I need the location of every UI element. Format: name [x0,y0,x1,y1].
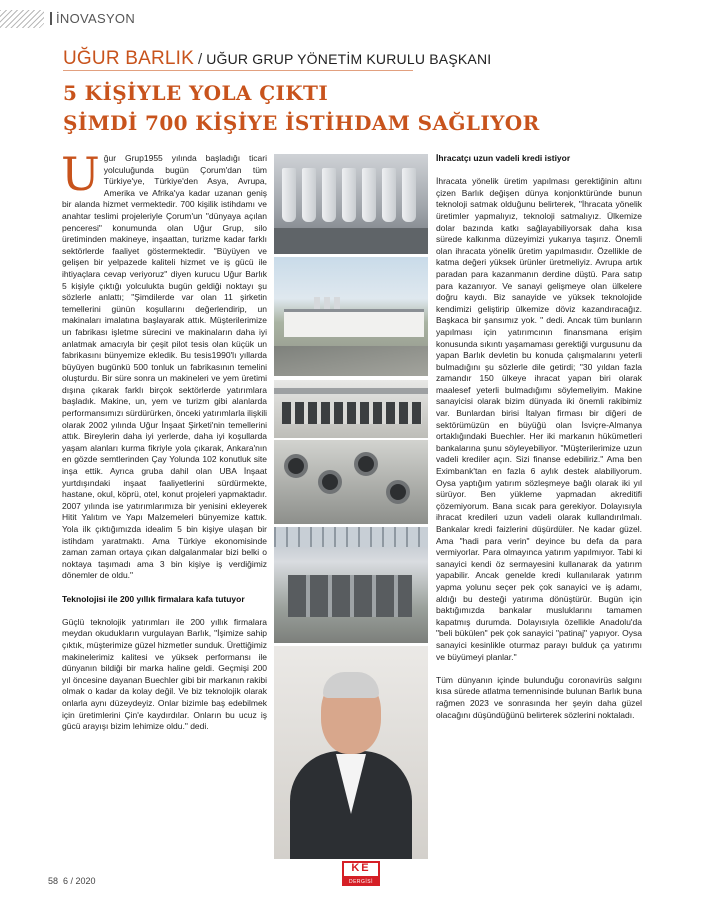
byline-rule [63,70,413,71]
section-label: İNOVASYON [56,11,136,26]
headline-line-2: ŞİMDİ 700 KİŞİYE İSTİHDAM SAĞLIYOR [63,111,540,135]
right-paragraph-1: İhracata yönelik üretim yapılması gerektiğinin altını çizen Barlık değişen dünya konjonktüründe bunun teknoloji satmak olduğunu belirterek, "İhracata yönelik üretimler yapmalıyız, teknoloji satmalıyız. Ülkemize dolar bazında katkı sağlayabiliyorsak daha kısa sürede kalkınma düzeyimizi yukarıya taşırız. Önemli olan ihracata yönelik üretim yapılmasıdır. Özellikle de katma değeri yüksek ürünler üretmeliyiz. Avrupa artık paradan para kazanmanın derdine düştü. Para satıp para kazanıyor. Ve sanayi gelişmeye olan ülkelere doğru kaydı. Biz sanayide ve yüksek teknolojide kendimizi geliştirip ülkemize döviz kazandıracağız. Başkaca bir şansımız yok. " dedi. Ancak tüm bunların yapılması için yatırımcının finansmana erişim konusunda sıkıntı yaşamaması gerektiği vurgusunu da yapan Barlık devletin bu konuda çalışmalarını yeterli bulmadığını şu sözlerle dile getirdi; "30 yıldan fazla zamandır 150 ülkeye ihracat yapan biri olarak maalesef yeterli bulmadığımı söylemeliyim. Makine sanayicisi olarak bizim dünyada iki önemli rakibimiz var. Bunlardan birisi İtalyan firması bir diğeri de sektörümüzün en büyüğü olan İsviçre-Almanya ortaklığındaki Buechler. Her iki markanın hükümetleri bankalarına şunu söyleyebiliyor. "Müşterilerimize uzun vadeli krediler açın. Sizi finanse edebiliriz." Ama ben Eximbank'tan en fazla 6 aylık destek alabiliyorum. Oysa yaptığım yatırım sözleşmeye bağlı olarak iki yıl sürüyor. Ben yükleme yapmadan akreditifi çözemiyorum. Bana sıcak para gerekiyor. Dolayısıyla ihracat kredileri uzun vadeli olarak kullandırılmalı. Bankalar kredi faizlerini düşürdüler. Ne kadar güzel. Ama "hadi para verin" deyince bu defa da para vermiyorlar. Para olmayınca yatırım yapılmıyor. Tabi ki sanayici kendi öz sermayesini kullanarak da yatırım yapabilir. Ancak genelde kredi kullanılarak yatırım yapma yolunu seçer pek çok sanayici ve iş adamı, aldığı bu desteği yatırıma dönüştürür. Bugün için baktığımızda bankalar musluklarını tamamen kapatmış durumda. Dolayısıyla özellikle Anadolu'da "beli bükülen" pek çok sanayici "patinaj" yapıyor. Oysa sanayici kesinlikle oturmaz parayı bulduk ça yatırımı ve büyümeyi planlar.'' [436,176,642,662]
photo-workshop [274,380,428,438]
right-subheading: İhracatçı uzun vadeli kredi istiyor [436,153,571,163]
magazine-logo [342,861,380,885]
left-subheading: Teknolojisi ile 200 yıllık firmalara kafa tutuyor [62,593,245,604]
photo-rollers [274,440,428,524]
dropcap: U [61,147,100,201]
logo-letters: KE [351,862,371,874]
photo-portrait [274,646,428,859]
logo-subtitle: DERGİSİ [342,878,380,886]
left-paragraph-2: Güçlü teknolojik yatırımları ile 200 yıllık firmalara meydan okudukların vurgulayan Barlık, "İşimize sahip çıktık, müşterimize güzel hizmetler sunduk. Ürettiğimiz makinelerimiz kalitesi ve yüksek performansı ile dünyanın bildiği bir marka haline geldi. Geçmişi 200 yıl öncesine dayanan Buechler gibi bir markanın rakibi olmak o kadar da kolay değil. Ve biz teknolojik olarak onlarla aynı düzeydeyiz. Onlar bizimle baş edebilmek için üretimlerini Çin'e kaydırdılar. Onların bu ucuz iş gücü arayışı bizim lehimize oldu." dedi. [62,616,267,732]
photo-aerial-facility [274,257,428,376]
photo-production-hall [274,527,428,643]
right-column [436,153,642,733]
byline-name: UĞUR BARLIK [63,48,195,69]
headline [63,78,540,138]
section-tag [50,11,135,26]
issue-date: 6 / 2020 [63,876,96,886]
intro-text: ğur Grup1955 yılında başladığı ticari yolculuğunda bugün Çorum'dan tüm Türkiye'ye, Türkiye'den Asya, Avrupa, Amerika ve Afrika'ya kadar uzanan geniş bir alanda hizmet vermektedir. 700 kişilik istihdamı ve anahtar teslimi projeleriyle Çorum'un "dünyaya açılan penceresi" konumunda olan Uğur Grup, silo üretiminden makineye, inşaattan, turizme kadar farklı sektörlerde faaliyet göstermektedir. "Büyüyen ve gelişen bir yelpazede kaliteli hizmet ve iş gücü ile ihtiyaçlara cevap veriyoruz" diyen kurucu Uğur Barlık 5 kişiyle çıktığı yolculukta bugün geldiği noktayı şu sözlerle anlattı; "Şimdilerde var olan 11 şirketin temellerini günün koşullarını değerlendirip, un makinaları imalatına başlayarak attık. Müşterilerimize un fabrikası işletme sürecini ve makinaların daha iyi anlatmak amacıyla bir çeşit pilot tesis olan küçük un fabrikasını bünyemize ekledik. Bu tesis1990'lı yıllarda büyüyen bugünkü 500 tonluk un fabrikasının temelini oluşturdu. Bir süre sonra un makineleri ve yem üretimi dışına çıkarak farklı birçok sektörlerde yatırımlara başladık. Makine, un, yem ve turizm gibi alanlarda performansımızı sürdürürken, önceki yatırımlarla ilişkili olarak 2002 yılında Uğur İnşaat Şirketi'nin temellerini attık. Bireylerin daha iyi yerlerde, daha iyi koşullarda yaşam alanları kurma fikriyle yola çıkarak, Ankara'nın en gözde semtlerinden Çay Yolunda 102 konutluk site inşa ettik. Ayrıca gruba dahil olan UBA İnşaat yurtdışındaki inşaat faaliyetlerini sürdürmekte, hastane, okul, köprü, otel, konut projeleri yapmaktadır. 2007 yılında ise yatırımlarımıza bir yenisini ekleyerek Hitit Yalıtım ve Yapı Malzemeleri bünyemize kattık. Yola ilk çıktığımızda idealim 5 bin kişiye ulaşan bir istihdam yaratmaktı. Ama Türkiye ekonomisinde zaman zaman ortaya çıkan dalgalanmalar bizi belki o noktaya taşımadı ama 3 bin kişiye iş verdiğimiz dönemler de oldu." [62,153,268,581]
photo-factory-machines [274,154,428,254]
page-footer [48,876,96,886]
intro-paragraph [61,147,268,582]
headline-line-1: 5 KİŞİYLE YOLA ÇIKTI [63,81,329,105]
section-hatch-decoration [0,10,44,28]
page-number: 58 [48,876,59,886]
right-paragraph-2: Tüm dünyanın içinde bulunduğu coronavirüs salgını kısa sürede atlatma temennisinde bulunan Barlık buna rağmen 2023 ve sonrasında her şeyin daha güzel olacağını düşündüğünü belirterek sözlerini noktaladı. [436,674,642,720]
section-bar [50,12,52,25]
byline-separator: / [198,51,203,68]
byline-role: UĞUR GRUP YÖNETİM KURULU BAŞKANI [206,51,492,67]
left-column [61,147,268,744]
byline [63,48,491,70]
